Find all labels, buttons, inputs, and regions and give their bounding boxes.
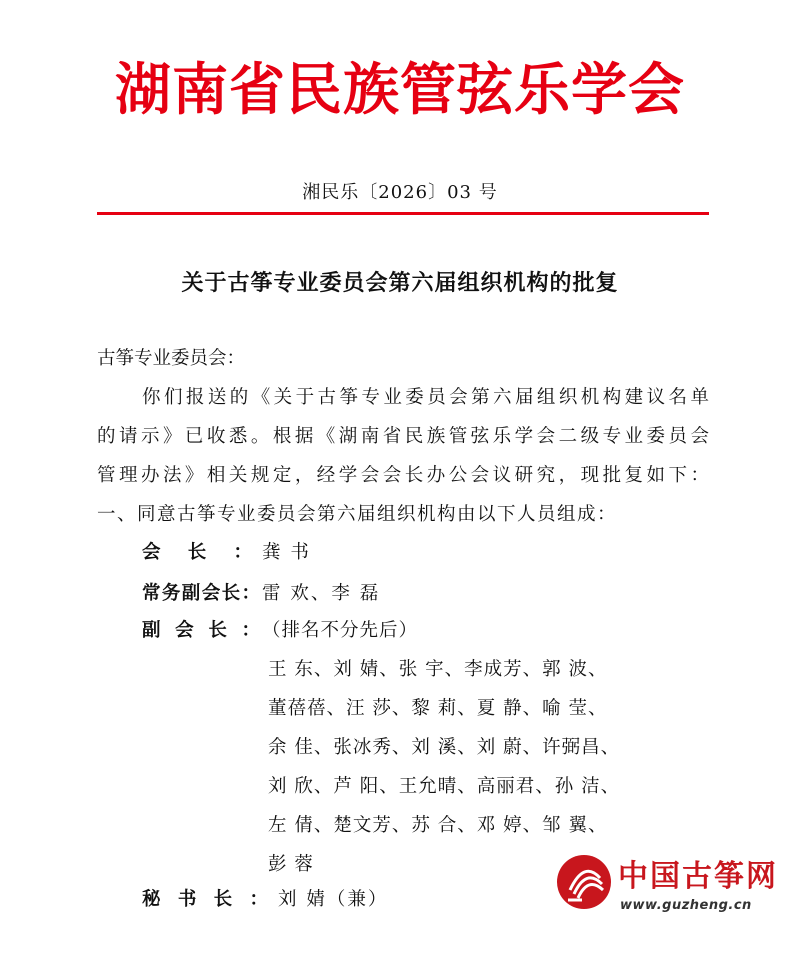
document-heading: 关于古筝专业委员会第六届组织机构的批复 <box>181 270 619 296</box>
executive-vice-president-label: 常务副会长： <box>142 583 260 604</box>
paragraph-line: 管理办法》相关规定，经学会会长办公会议研究，现批复如下： <box>97 465 709 486</box>
watermark <box>556 850 800 930</box>
secretary-general-value: 刘 婧（兼） <box>278 889 389 910</box>
organization-title: 湖南省民族管弦乐学会 <box>115 57 685 123</box>
document-number: 湘民乐〔2026〕03 号 <box>302 182 498 203</box>
vice-president-names-line: 刘 欣、芦 阳、王允晴、高丽君、孙 洁、 <box>268 776 621 797</box>
red-divider <box>97 212 709 215</box>
paragraph-line: 的请示》已收悉。根据《湖南省民族管弦乐学会二级专业委员会 <box>97 426 709 447</box>
vice-president-label: 副会长： <box>142 620 260 641</box>
paragraph-line: 你们报送的《关于古筝专业委员会第六届组织机构建议名单 <box>142 387 709 408</box>
watermark-url: www.guzheng.cn <box>620 898 752 913</box>
president-value: 龚 书 <box>262 542 311 563</box>
president-label: 会长： <box>142 542 252 563</box>
salutation: 古筝专业委员会： <box>97 348 246 369</box>
site-logo-icon <box>556 854 612 910</box>
vice-president-names-line: 董蓓蓓、汪 莎、黎 莉、夏 静、喻 莹、 <box>268 698 608 719</box>
secretary-general-label: 秘书长： <box>142 889 268 910</box>
vice-president-note: （排名不分先后） <box>262 620 419 641</box>
vice-president-names-line: 王 东、刘 婧、张 宇、李成芳、郭 波、 <box>268 659 608 680</box>
vice-president-names-line: 彭 蓉 <box>268 854 314 875</box>
vice-president-names-line: 左 倩、楚文芳、苏 合、邓 婷、邹 翼、 <box>268 815 608 836</box>
watermark-site-name: 中国古筝网 <box>618 859 778 894</box>
executive-vice-president-value: 雷 欢、李 磊 <box>262 583 381 604</box>
vice-president-names-line: 余 佳、张冰秀、刘 溪、刘 蔚、许弼昌、 <box>268 737 621 758</box>
paragraph-line: 一、同意古筝专业委员会第六届组织机构由以下人员组成： <box>97 504 618 525</box>
